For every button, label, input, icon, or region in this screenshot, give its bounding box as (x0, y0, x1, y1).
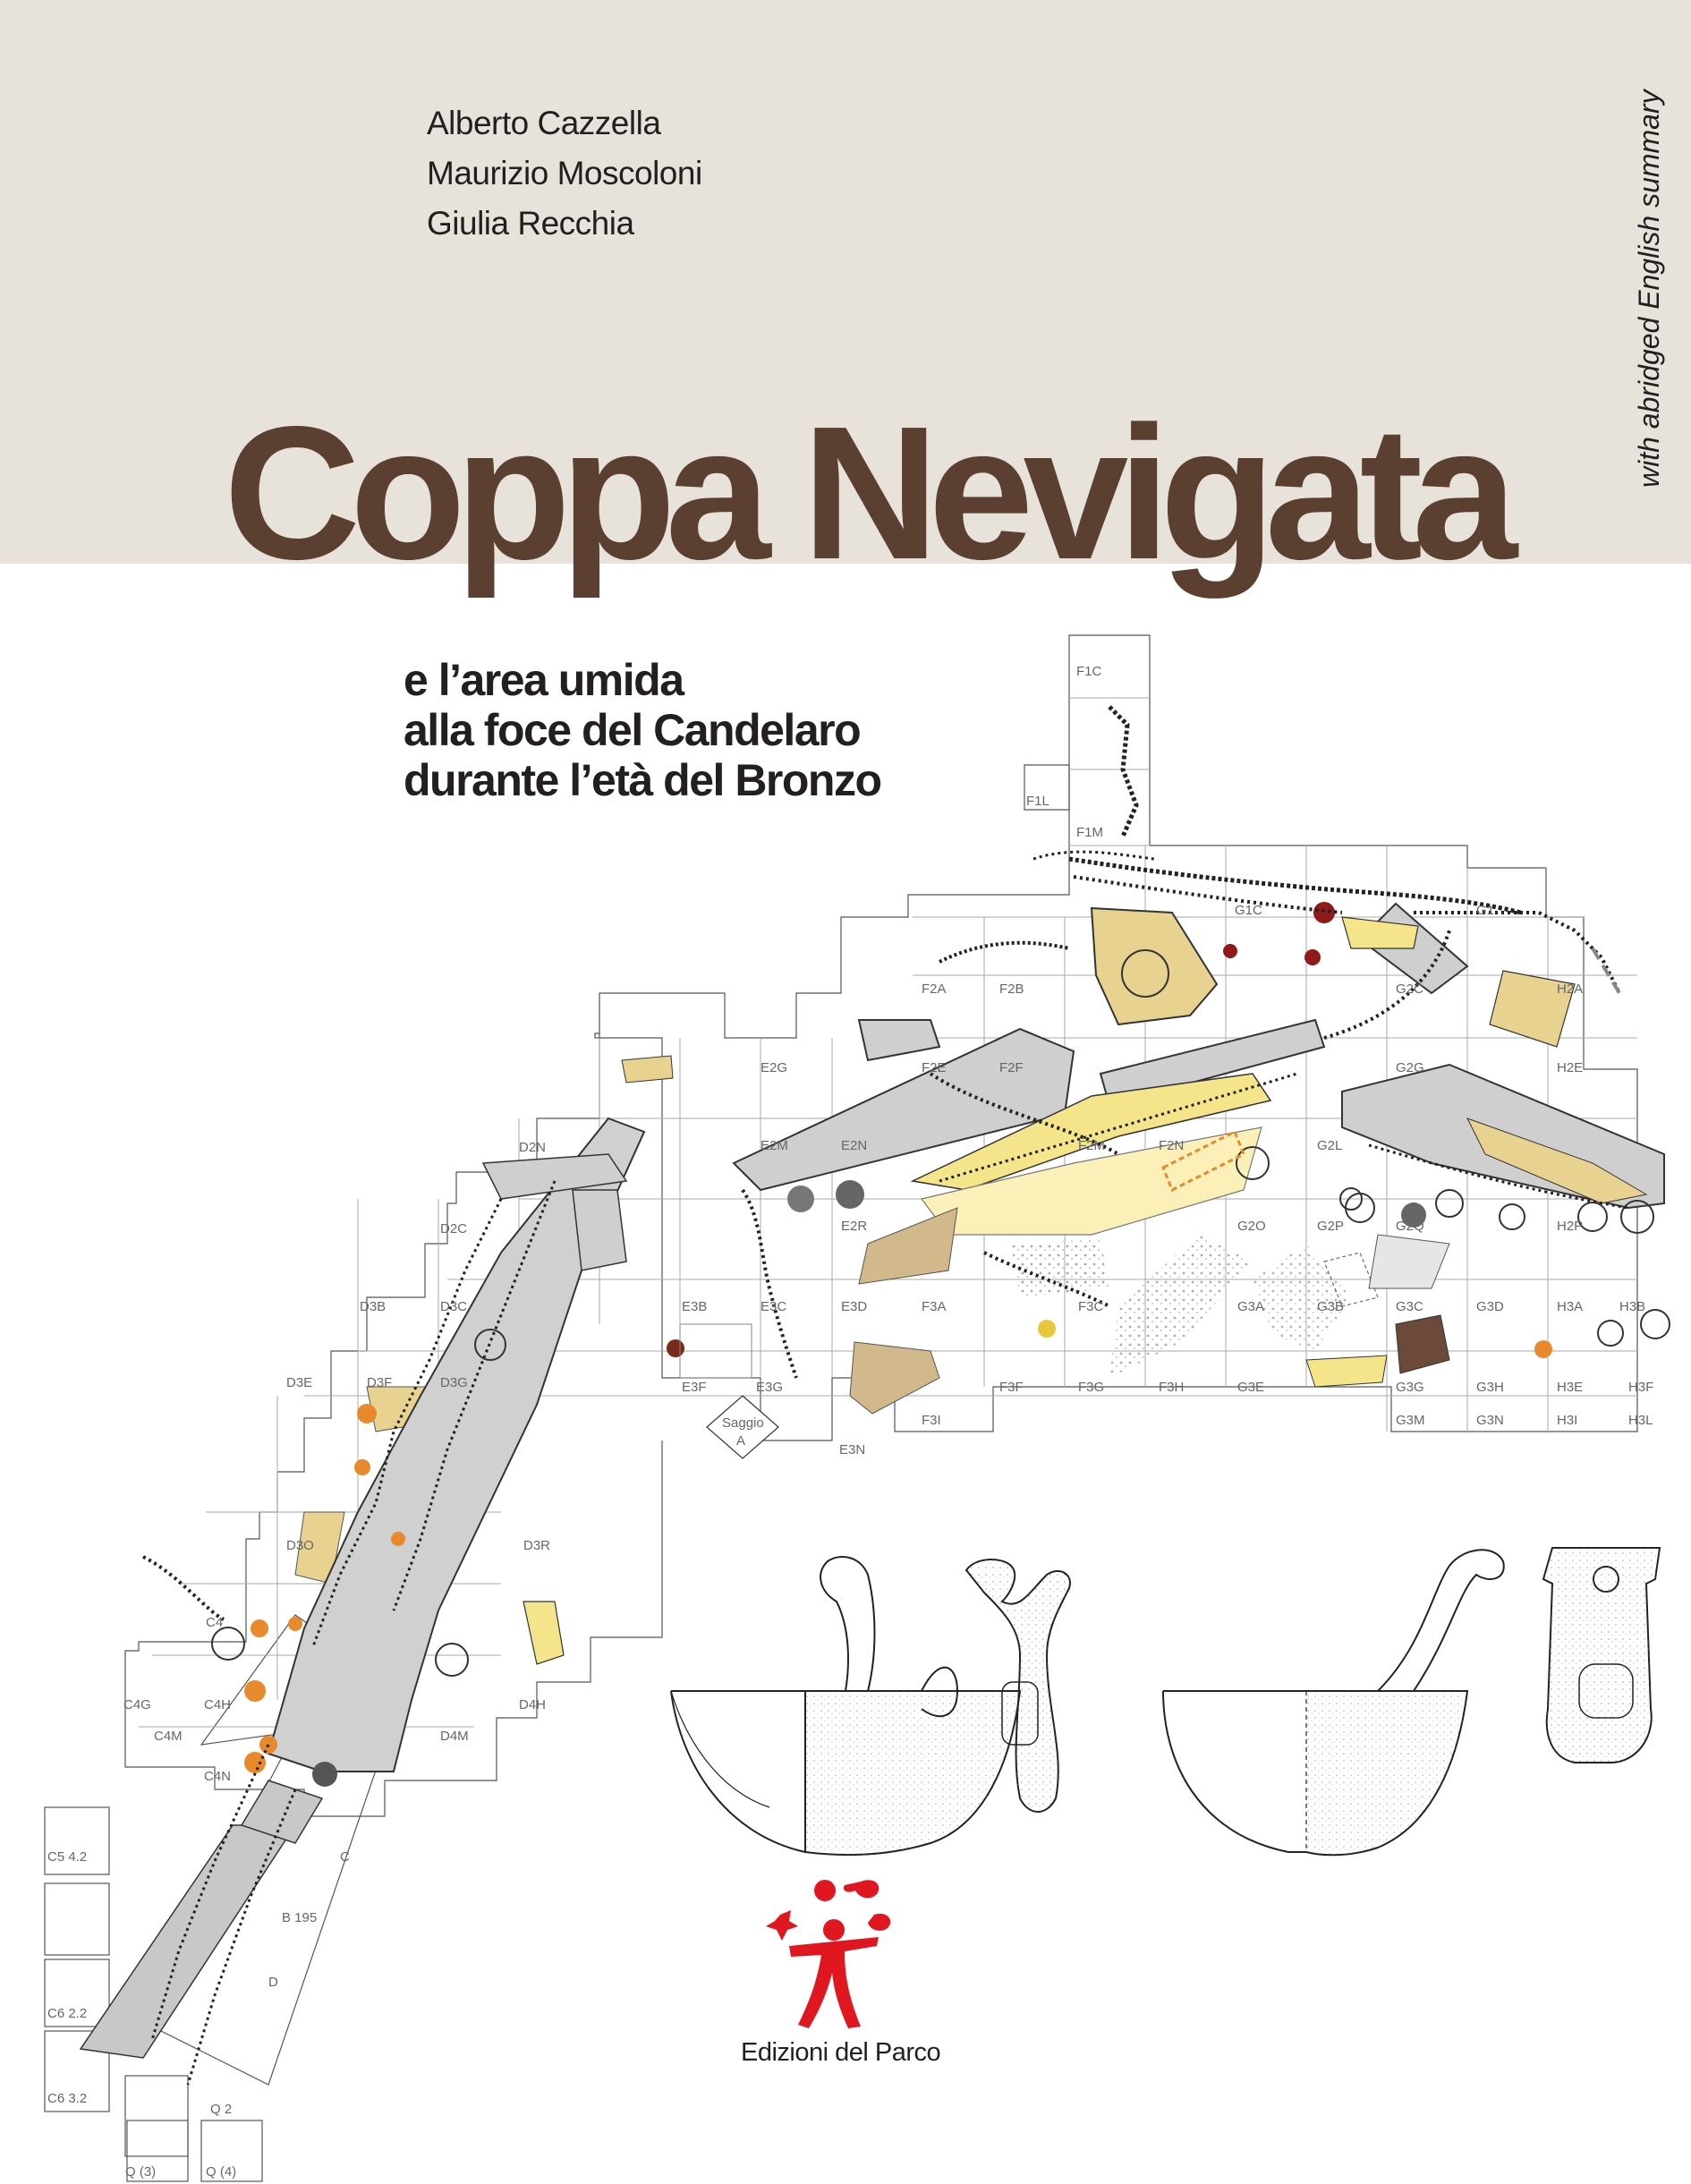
grid-label: Saggio (722, 1415, 764, 1431)
grid-label: A (736, 1433, 746, 1449)
grid-label: E3G (756, 1380, 784, 1395)
grid-label: C5 4.2 (47, 1849, 88, 1865)
grid-label: D3F (367, 1375, 393, 1390)
grid-label: G2Q (1396, 1219, 1424, 1234)
grid-label: F3A (922, 1299, 947, 1314)
grid-label: C4M (154, 1729, 183, 1744)
grid-label: F3H (1159, 1380, 1185, 1395)
grid-label: Q (4) (206, 2164, 237, 2180)
grid-label: C4N (204, 1769, 232, 1784)
grid-label: E3B (682, 1299, 708, 1314)
grid-label: G3C (1396, 1299, 1423, 1314)
subtitle-line: alla foce del Candelaro (404, 705, 861, 755)
grid-label: G3D (1476, 1299, 1504, 1314)
grid-label: E2M (761, 1138, 788, 1153)
grid-label: F2A (922, 982, 947, 997)
grid-label: G3G (1396, 1380, 1424, 1395)
grid-label: G3E (1237, 1380, 1265, 1395)
grid-label: H3L (1628, 1413, 1653, 1428)
grid-label: C6 2.2 (47, 2006, 88, 2021)
english-summary-note: with abridged English summary (1633, 89, 1665, 488)
grid-label: G2C (1396, 982, 1423, 997)
grid-label: F1L (1026, 794, 1049, 809)
grid-label: D3R (523, 1538, 551, 1553)
grid-label: C4H (204, 1697, 232, 1712)
grid-label: F2E (922, 1060, 947, 1075)
subtitle-line: e l’area umida (404, 655, 684, 705)
grid-label: C4 (206, 1615, 224, 1630)
parco-logo-icon (762, 1874, 923, 2035)
grid-label: E2N (841, 1138, 868, 1153)
grid-label: G3N (1476, 1413, 1504, 1428)
grid-label: F3G (1078, 1380, 1105, 1395)
grid-label: F2M (1078, 1138, 1105, 1153)
grid-label: D4H (519, 1697, 547, 1712)
publisher-name: Edizioni del Parco (741, 2038, 941, 2067)
pottery-stipple (805, 1548, 1660, 1855)
grid-label: H3I (1557, 1413, 1578, 1428)
grid-label: Q (3) (125, 2164, 157, 2180)
grid-label: D2N (519, 1140, 547, 1155)
grid-label: D3G (440, 1375, 468, 1390)
grid-label: G3M (1396, 1413, 1425, 1428)
author-name: Giulia Recchia (427, 205, 634, 242)
grid-label: H2A (1557, 982, 1584, 997)
grid-label: H3A (1557, 1299, 1584, 1314)
grid-label: D3O (286, 1538, 314, 1553)
grid-label: E3F (682, 1380, 707, 1395)
grid-label: D3E (286, 1375, 313, 1390)
grid-label: H3B (1619, 1299, 1646, 1314)
grid-label: F2F (999, 1060, 1024, 1075)
grid-label: D4M (440, 1729, 469, 1744)
grid-label: E3C (761, 1299, 787, 1314)
grid-label: G1C (1235, 903, 1262, 918)
grid-label: F3C (1078, 1299, 1104, 1314)
grid-label: G2L (1317, 1138, 1343, 1153)
grid-label: H3E (1557, 1380, 1584, 1395)
grid-label: H3F (1628, 1380, 1654, 1395)
grid-label: G2P (1317, 1219, 1345, 1234)
grid-label: G3B (1317, 1299, 1345, 1314)
grid-label: F1C (1076, 664, 1102, 679)
grid-label: D2C (440, 1221, 468, 1236)
grid-label: F1M (1076, 825, 1103, 840)
authors (427, 98, 702, 249)
grid-label: B 195 (282, 1910, 318, 1925)
grid-label: C6 3.2 (47, 2091, 88, 2106)
grid-label: C (340, 1849, 350, 1865)
grid-label: G1 (1476, 903, 1495, 918)
grid-label: D3B (360, 1299, 387, 1314)
grid-label: F3I (922, 1413, 941, 1428)
grid-label: F2B (999, 982, 1024, 997)
author-name: Alberto Cazzella (427, 105, 661, 141)
grid-label: C4G (123, 1697, 151, 1712)
grid-label: H2E (1557, 1060, 1584, 1075)
grid-label: F3F (999, 1380, 1024, 1395)
grid-label: D (268, 1975, 278, 1990)
grid-label: H2P (1557, 1219, 1584, 1234)
grid-label: G3H (1476, 1380, 1504, 1395)
grid-label: E3D (841, 1299, 868, 1314)
grid-label: D3C (440, 1299, 468, 1314)
subtitle-line: durante l’età del Bronzo (404, 755, 881, 805)
grid-label: E2R (841, 1219, 868, 1234)
grid-label: G2G (1396, 1060, 1424, 1075)
grid-label: E2G (761, 1060, 788, 1075)
author-name: Maurizio Moscoloni (427, 155, 702, 191)
grid-label: Q 2 (210, 2102, 233, 2117)
grid-label: E3N (839, 1442, 866, 1457)
grid-label: F2N (1159, 1138, 1185, 1153)
book-title: Coppa Nevigata (224, 387, 1508, 599)
grid-label: G2O (1237, 1219, 1266, 1234)
grid-label: G3A (1237, 1299, 1265, 1314)
